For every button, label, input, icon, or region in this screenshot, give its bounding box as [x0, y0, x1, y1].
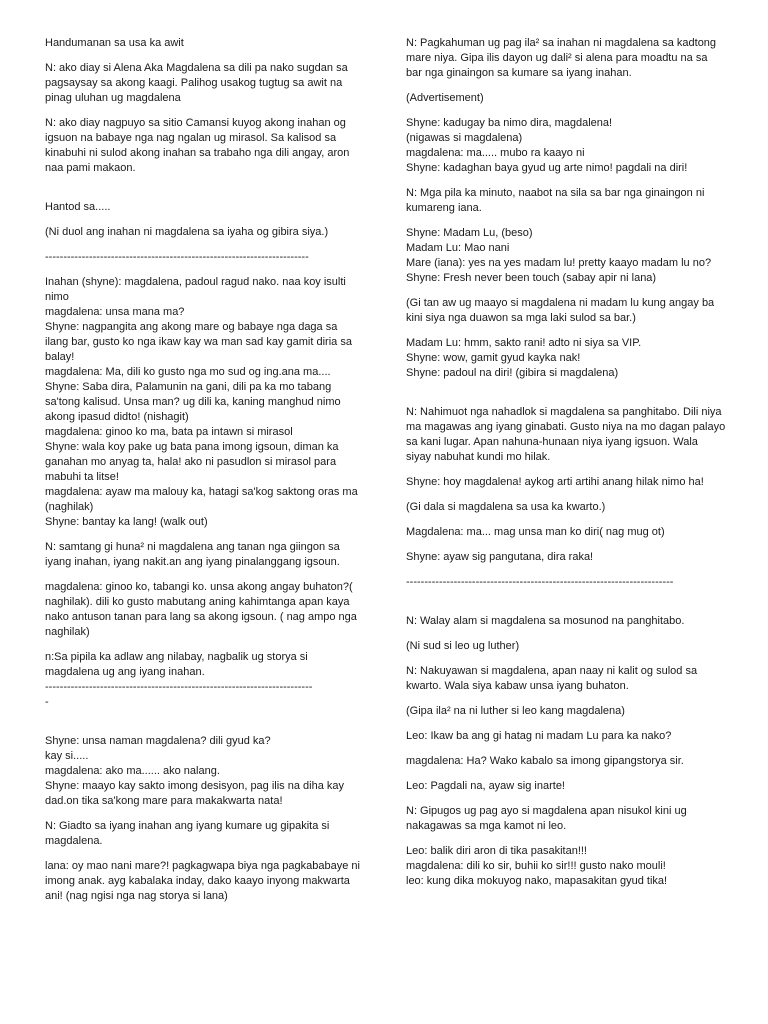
- paragraph: Shyne: unsa naman magdalena? dili gyud ka? kay si..... magdalena: ako ma...... ako nalang. Shyne: maayo kay sakto imong desisyon, pag ilis na diha kay dad.on tika sa'kong mare para makakwarta nata!: [45, 735, 344, 807]
- paragraph: (Gipa ila² na ni luther si leo kang magdalena): [406, 705, 625, 717]
- separator-line: ------------------------------------------------------------------------: [45, 251, 309, 263]
- paragraph: (Gi tan aw ug maayo si magdalena ni madam lu kung angay ba kini siya nga duawon sa mga laki sulod sa bar.): [406, 297, 715, 324]
- paragraph: (Ni sud si leo ug luther): [406, 640, 520, 652]
- paragraph: N: ako diay nagpuyo sa sitio Camansi kuyog akong inahan og igsuon na babaye nga nag ngalan ug mirasol. Sa kalisod sa kinabuhi ni sulod akong inahan sa trabaho nga dili angay, aron naa pami makaon.: [45, 117, 350, 174]
- paragraph: (Ni duol ang inahan ni magdalena sa iyaha og gibira siya.): [45, 226, 329, 238]
- paragraph: lana: oy mao nani mare?! pagkagwapa biya nga pagkababaye ni imong anak. ayg kabalaka inday, dako kaayo inyong makwarta ani! (nag ngisi nga nag storya si lana): [45, 860, 360, 902]
- paragraph: Leo: balik diri aron di tika pasakitan!!! magdalena: dili ko sir, buhii ko sir!!! gusto nako mouli! leo: kung dika mokuyog nako, mapasakitan gyud tika!: [406, 845, 668, 887]
- blank-gap: [406, 391, 726, 405]
- paragraph: magdalena: ginoo ko, tabangi ko. unsa akong angay buhaton?( naghilak). dili ko gusto mabutang aning kahimtanga apan kaya nako antuson tanan para lang sa akong igsoun. ( nag ampo nga naghilak): [45, 581, 357, 638]
- paragraph: magdalena: Ha? Wako kabalo sa imong gipangstorya sir.: [406, 755, 684, 767]
- paragraph: N: Giadto sa iyang inahan ang iyang kumare ug gipakita si magdalena.: [45, 820, 330, 847]
- paragraph: Handumanan sa usa ka awit: [45, 37, 184, 49]
- blank-gap: [45, 186, 363, 200]
- left-column: [45, 36, 363, 914]
- paragraph: N: Gipugos ug pag ayo si magdalena apan nisukol kini ug nakagawas sa mga kamot ni leo.: [406, 805, 687, 832]
- paragraph: Shyne: kadugay ba nimo dira, magdalena! (nigawas si magdalena) magdalena: ma..... mubo ra kaayo ni Shyne: kadaghan baya gyud ug arte nimo! pagdali na diri!: [406, 117, 688, 174]
- paragraph: Shyne: Madam Lu, (beso) Madam Lu: Mao nani Mare (iana): yes na yes madam lu! pretty kaayo madam lu no? Shyne: Fresh never been touch (sabay apir ni lana): [406, 227, 712, 284]
- paragraph: n:Sa pipila ka adlaw ang nilabay, nagbalik ug storya si magdalena ug ang iyang inahan. ------------------------------------------------------------------------- -: [45, 651, 313, 708]
- paragraph: Magdalena: ma... mag unsa man ko diri( nag mug ot): [406, 526, 665, 538]
- separator-line: -------------------------------------------------------------------------: [406, 576, 674, 588]
- paragraph: N: Mga pila ka minuto, naabot na sila sa bar nga ginaingon ni kumareng iana.: [406, 187, 705, 214]
- paragraph: Shyne: ayaw sig pangutana, dira raka!: [406, 551, 594, 563]
- paragraph: N: samtang gi huna² ni magdalena ang tanan nga giingon sa iyang inahan, iyang nakit.an ang iyang pinalanggang igsoun.: [45, 541, 340, 568]
- right-column: [406, 36, 726, 899]
- paragraph: Inahan (shyne): magdalena, padoul ragud nako. naa koy isulti nimo magdalena: unsa mana ma? Shyne: nagpangita ang akong mare og babaye nga daga sa ilang bar, gusto ko nga ikaw kay wa man sad kay gamit diria sa balay! magdalena: Ma, dili ko gusto nga mo sud og ing.ana ma.... Shyne: Saba dira, Palamunin na gani, dili pa ka mo tabang sa'tong kalisud. Unsa man? ug dili ka, kaning manghud nimo akong ipasud didto! (nishagit) magdalena: ginoo ko ma, bata pa intawn si mirasol Shyne: wala koy pake ug bata pana imong igsoun, diman ka ganahan mo anyag ta, hala! ako ni pasudlon si mirasol para mabuhi ta litse! magdalena: ayaw ma malouy ka, hatagi sa'kog saktong oras ma (naghilak) Shyne: bantay ka lang! (walk out): [45, 276, 358, 528]
- paragraph: N: Nahimuot nga nahadlok si magdalena sa panghitabo. Dili niya ma magawas ang iyang ginabati. Gusto niya na mo dagan palayo sa kani lugar. Apan nahuna-hunaan niya iyang igsuon. Wala siyay nabuhat kundi mo hilak.: [406, 406, 726, 463]
- paragraph: N: Walay alam si magdalena sa mosunod na panghitabo.: [406, 615, 685, 627]
- paragraph: Madam Lu: hmm, sakto rani! adto ni siya sa VIP. Shyne: wow, gamit gyud kayka nak! Shyne: padoul na diri! (gibira si magdalena): [406, 337, 642, 379]
- paragraph: Leo: Pagdali na, ayaw sig inarte!: [406, 780, 565, 792]
- paragraph: (Advertisement): [406, 92, 484, 104]
- paragraph: N: Nakuyawan si magdalena, apan naay ni kalit og sulod sa kwarto. Wala siya kabaw unsa iyang buhaton.: [406, 665, 698, 692]
- blank-gap: [406, 600, 726, 614]
- paragraph: Shyne: hoy magdalena! aykog arti artihi anang hilak nimo ha!: [406, 476, 704, 488]
- paragraph: N: ako diay si Alena Aka Magdalena sa dili pa nako sugdan sa pagsaysay sa akong kaagi. Palihog usakog tugtug sa awit na pinag uluhan ug magdalena: [45, 62, 348, 104]
- paragraph: N: Pagkahuman ug pag ila² sa inahan ni magdalena sa kadtong mare niya. Gipa ilis dayon ug dali² si alena para moadtu na sa bar nga ginaingon sa kumare sa iyang inahan.: [406, 37, 717, 79]
- paragraph: Hantod sa.....: [45, 201, 111, 213]
- paragraph: (Gi dala si magdalena sa usa ka kwarto.): [406, 501, 606, 513]
- paragraph: Leo: Ikaw ba ang gi hatag ni madam Lu para ka nako?: [406, 730, 672, 742]
- blank-gap: [45, 720, 363, 734]
